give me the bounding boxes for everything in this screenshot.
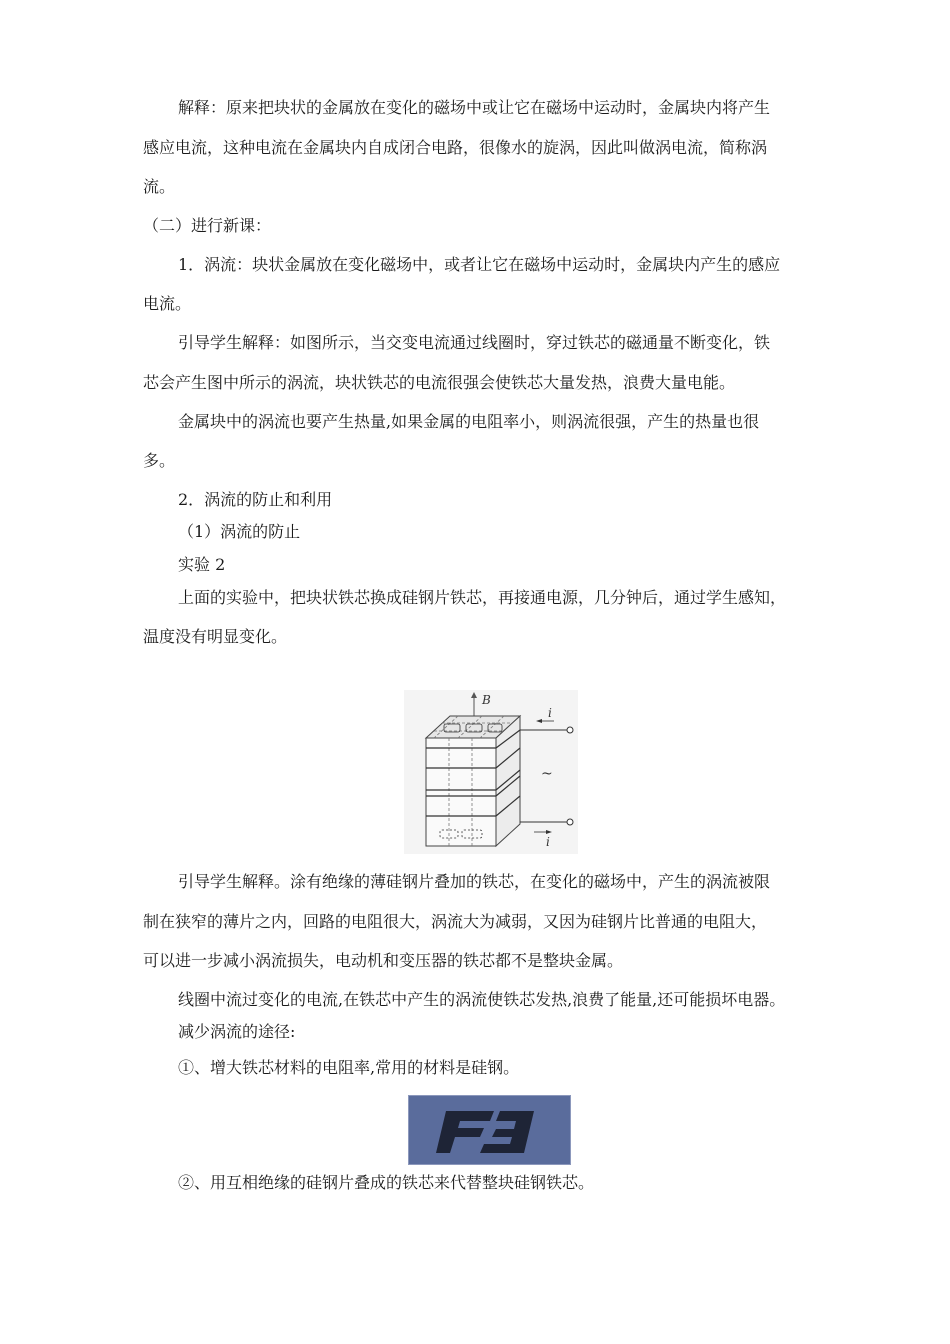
subsection-2-1-title: （1）涡流的防止 — [178, 522, 301, 541]
label-ac-tilde: ~ — [541, 766, 553, 782]
guide2-line2: 制在狭窄的薄片之内，回路的电阻很大，涡流大为减弱，又因为硅钢片比普通的电阻大， — [143, 912, 768, 931]
definition-line1: 1．涡流：块状金属放在变化磁场中，或者让它在磁场中运动时，金属块内产生的感应 — [178, 255, 781, 274]
definition-line2: 电流。 — [143, 294, 192, 313]
explain1-line1: 解释：原来把块状的金属放在变化的磁场中或让它在磁场中运动时，金属块内将产生 — [178, 98, 771, 117]
reduce-methods-title: 减少涡流的途径: — [178, 1022, 296, 1041]
experiment-2-line1: 上面的实验中，把块状铁芯换成硅钢片铁芯，再接通电源，几分钟后，通过学生感知， — [178, 588, 787, 607]
guide2-line1: 引导学生解释。涂有绝缘的薄硅钢片叠加的铁芯，在变化的磁场中，产生的涡流被限 — [178, 872, 771, 891]
silicon-steel-sheet-photo — [408, 1095, 571, 1165]
heat-line2: 多。 — [143, 451, 176, 470]
label-i-top: i — [548, 706, 552, 720]
explain1-line2: 感应电流，这种电流在金属块内自成闭合电路，很像水的旋涡，因此叫做涡电流，简称涡 — [143, 138, 768, 157]
guide1-line2: 芯会产生图中所示的涡流，块状铁芯的电流很强会使铁芯大量发热，浪费大量电能。 — [143, 373, 736, 392]
guide1-line1: 引导学生解释：如图所示，当交变电流通过线圈时，穿过铁芯的磁通量不断变化，铁 — [178, 333, 771, 352]
experiment-2-line2: 温度没有明显变化。 — [143, 627, 288, 646]
photo-background — [408, 1095, 571, 1165]
label-i-bottom: i — [546, 835, 550, 849]
core-front-face — [426, 738, 496, 846]
experiment-2-label: 实验 2 — [178, 555, 226, 574]
guide2-line3: 可以进一步减小涡流损失，电动机和变压器的铁芯都不是整块金属。 — [143, 951, 624, 970]
coil-sentence: 线圈中流过变化的电流,在铁芯中产生的涡流使铁芯发热,浪费了能量,还可能损坏电器。 — [178, 990, 786, 1009]
core-side-face — [496, 716, 520, 846]
eddy-current-core-figure — [404, 690, 578, 854]
method-1: ①、增大铁芯材料的电阻率,常用的材料是硅钢。 — [178, 1058, 520, 1077]
label-B: B — [482, 693, 491, 707]
explain1-line3: 流。 — [143, 177, 176, 196]
section-new-lesson: （二）进行新课： — [143, 216, 272, 235]
method-2: ②、用互相绝缘的硅钢片叠成的铁芯来代替整块硅钢铁芯。 — [178, 1173, 595, 1192]
heat-line1: 金属块中的涡流也要产生热量,如果金属的电阻率小，则涡流很强，产生的热量也很 — [178, 412, 760, 431]
subsection-2-title: 2．涡流的防止和利用 — [178, 490, 333, 509]
